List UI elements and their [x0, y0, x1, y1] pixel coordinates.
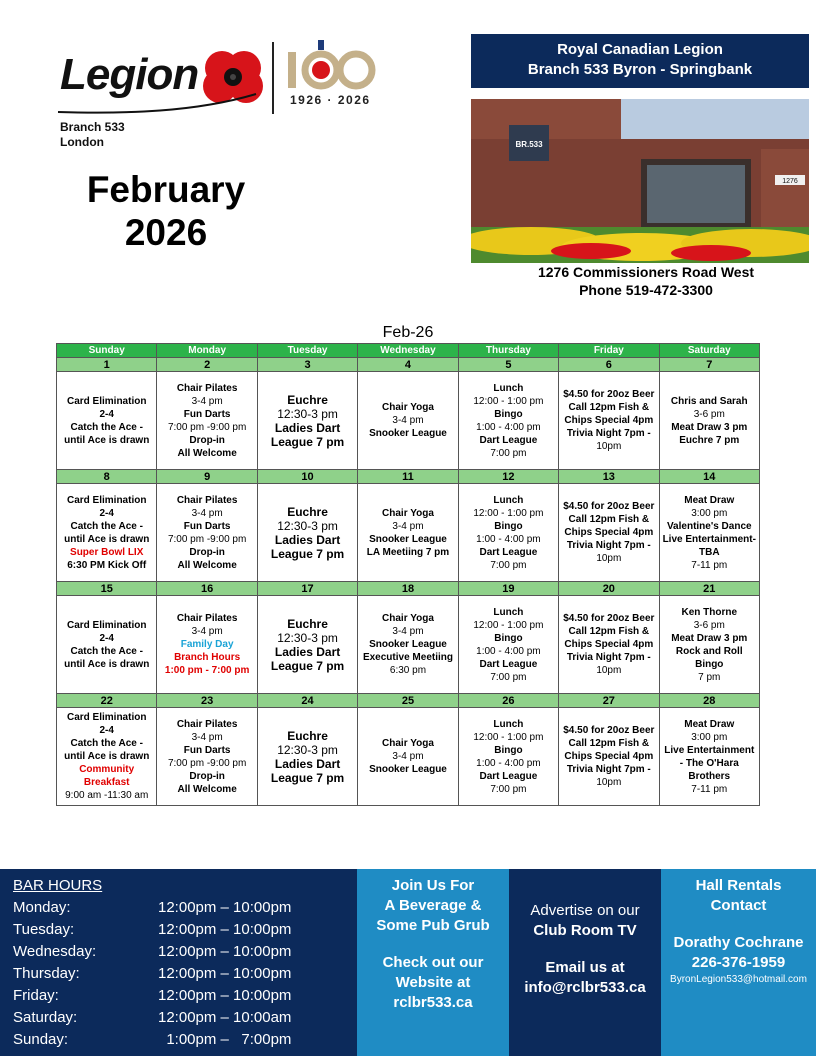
- address-line: 1276 Commissioners Road West: [537, 264, 755, 280]
- email-us-line: Email us at: [545, 959, 625, 976]
- events-row: [57, 596, 760, 694]
- building-number: 1276: [782, 178, 798, 185]
- event-line: 2-4: [99, 725, 114, 736]
- day-cell: [458, 708, 558, 806]
- event-line: League 7 pm: [270, 546, 345, 561]
- event-line: - The O'Hara: [679, 757, 739, 769]
- legion-logo: [56, 36, 386, 156]
- events-row: [57, 708, 760, 806]
- event-line: Ladies Dart: [274, 532, 341, 547]
- bar-hours-time: 12:00pm – 10:00pm: [158, 965, 292, 982]
- weekday-header: Thursday: [458, 344, 558, 358]
- day-cell: [157, 708, 257, 806]
- event-line: Meat Draw: [684, 718, 735, 730]
- month-name: February: [86, 169, 246, 210]
- event-line: Family Day: [180, 639, 234, 650]
- date-number: 14: [659, 470, 759, 484]
- date-number-row: [57, 582, 760, 596]
- date-number: 26: [458, 694, 558, 708]
- branch-address: [471, 263, 816, 299]
- event-line: 2-4: [99, 507, 114, 519]
- bar-hours-day: Wednesday:: [13, 943, 97, 960]
- event-line: 10pm: [596, 441, 622, 452]
- date-number: 21: [659, 582, 759, 596]
- date-number-row: [57, 470, 760, 484]
- bar-hours-time: 12:00pm – 10:00pm: [158, 899, 292, 916]
- day-cell: [257, 484, 357, 582]
- date-number: 15: [57, 582, 157, 596]
- event-line: Bingo: [494, 520, 523, 532]
- event-line: Trivia Night 7pm -: [566, 764, 651, 775]
- event-line: $4.50 for 20oz Beer: [563, 501, 655, 512]
- bar-hours-time: 12:00pm – 10:00pm: [158, 943, 292, 960]
- event-line: All Welcome: [177, 559, 237, 571]
- day-cell: [559, 372, 659, 470]
- date-number: 2: [157, 358, 257, 372]
- bar-hours-row: [13, 987, 343, 1009]
- event-line: 1:00 - 4:00 pm: [476, 533, 541, 545]
- month-title: [56, 168, 276, 254]
- day-cell: [659, 596, 759, 694]
- contact-name: Dorathy Cochrane: [673, 934, 804, 951]
- building-sign-text: BR.533: [515, 140, 543, 149]
- event-line: Chair Yoga: [382, 402, 434, 413]
- bar-hours-day: Saturday:: [13, 1009, 78, 1026]
- event-line: Card Elimination: [66, 395, 147, 407]
- event-line: 7 pm: [698, 671, 721, 683]
- event-line: Ken Thorne: [681, 606, 738, 618]
- day-cell: [458, 484, 558, 582]
- event-line: Chris and Sarah: [670, 395, 748, 407]
- bar-hours-title: BAR HOURS: [13, 877, 103, 894]
- date-number-row: [57, 358, 760, 372]
- date-number: 17: [257, 582, 357, 596]
- date-number: 18: [358, 582, 458, 596]
- date-number: 27: [559, 694, 659, 708]
- calendar-caption: Feb-26: [382, 324, 434, 341]
- weekday-header: Saturday: [659, 344, 759, 358]
- bar-hours-row: [13, 899, 343, 921]
- event-line: 3-4 pm: [191, 731, 223, 743]
- event-line: Drop-in: [189, 434, 225, 446]
- centennial-years: 1926 · 2026: [290, 93, 371, 107]
- event-line: 12:30-3 pm: [277, 518, 338, 533]
- event-line: Bingo: [695, 658, 724, 670]
- day-cell: [57, 708, 157, 806]
- event-line: 3:00 pm: [691, 731, 728, 743]
- date-number: 1: [57, 358, 157, 372]
- event-line: 12:00 - 1:00 pm: [473, 507, 544, 519]
- weekday-header: Wednesday: [358, 344, 458, 358]
- event-line: 1:00 - 4:00 pm: [476, 421, 541, 433]
- day-cell: [659, 708, 759, 806]
- event-line: $4.50 for 20oz Beer: [563, 389, 655, 400]
- event-line: 7:00 pm: [490, 447, 527, 459]
- weekday-header: Friday: [559, 344, 659, 358]
- day-cell: [57, 484, 157, 582]
- day-cell: [157, 372, 257, 470]
- event-line: Lunch: [493, 494, 524, 506]
- day-cell: [157, 596, 257, 694]
- event-line: Card Elimination: [66, 619, 147, 631]
- event-line: 3-4 pm: [392, 520, 424, 532]
- date-number: 5: [458, 358, 558, 372]
- event-line: until Ace is drawn: [64, 533, 150, 545]
- event-line: Community: [79, 764, 135, 775]
- logo-branch-text: [60, 120, 125, 150]
- join-us-panel: [357, 869, 509, 1056]
- event-line: Call 12pm Fish &: [568, 738, 650, 749]
- advertise-line: Advertise on our: [530, 902, 640, 919]
- bar-hours-day: Tuesday:: [13, 921, 75, 938]
- logo-branch-line: Branch 533: [60, 120, 125, 134]
- event-line: Meat Draw: [684, 494, 735, 506]
- logo-swoosh: [56, 92, 271, 116]
- bar-hours-time: 12:00pm – 10:00pm: [158, 987, 292, 1004]
- event-line: 7:00 pm -9:00 pm: [167, 421, 247, 433]
- event-line: Meat Draw 3 pm: [671, 421, 748, 433]
- bar-hours-time: 12:00pm – 10:00am: [158, 1009, 292, 1026]
- event-line: 1:00 - 4:00 pm: [476, 645, 541, 657]
- date-number: 10: [257, 470, 357, 484]
- event-line: 3-6 pm: [693, 619, 725, 631]
- event-line: Chips Special 4pm: [564, 639, 654, 650]
- join-line: Some Pub Grub: [376, 917, 490, 934]
- event-line: Chips Special 4pm: [564, 751, 654, 762]
- date-number: 23: [157, 694, 257, 708]
- event-line: Fun Darts: [183, 520, 231, 532]
- bar-hours-row: [13, 1031, 343, 1053]
- event-line: Chair Pilates: [176, 382, 238, 394]
- date-number: 25: [358, 694, 458, 708]
- date-number: 7: [659, 358, 759, 372]
- event-line: Euchre: [287, 728, 328, 743]
- event-line: 1:00 pm - 7:00 pm: [164, 665, 250, 676]
- date-number: 16: [157, 582, 257, 596]
- day-cell: [358, 372, 458, 470]
- event-line: Dart League: [479, 658, 538, 670]
- bar-hours-day: Thursday:: [13, 965, 80, 982]
- event-line: 7:00 pm -9:00 pm: [167, 533, 247, 545]
- event-line: Drop-in: [189, 770, 225, 782]
- events-row: [57, 484, 760, 582]
- event-line: until Ace is drawn: [64, 658, 150, 670]
- event-line: Branch Hours: [174, 652, 241, 663]
- event-line: 12:30-3 pm: [277, 406, 338, 421]
- event-line: Chair Yoga: [382, 738, 434, 749]
- event-line: Dart League: [479, 546, 538, 558]
- bar-hours-day: Monday:: [13, 899, 71, 916]
- bar-hours-panel: [0, 869, 357, 1056]
- day-cell: [559, 708, 659, 806]
- event-line: Live Entertainment-: [662, 533, 756, 545]
- event-line: Executive Meetiing: [362, 652, 453, 663]
- event-line: 7-11 pm: [691, 783, 728, 795]
- event-line: $4.50 for 20oz Beer: [563, 613, 655, 624]
- hall-rentals-panel: [661, 869, 816, 1056]
- day-cell: [57, 596, 157, 694]
- day-cell: [559, 596, 659, 694]
- date-number: 28: [659, 694, 759, 708]
- event-line: Bingo: [494, 632, 523, 644]
- event-line: Valentine's Dance: [666, 520, 752, 532]
- bar-hours-row: [13, 943, 343, 965]
- event-line: Lunch: [493, 606, 524, 618]
- event-line: Drop-in: [189, 546, 225, 558]
- website-line: Check out our: [382, 954, 484, 971]
- event-line: Chips Special 4pm: [564, 527, 654, 538]
- hall-rentals-title: Hall Rentals: [695, 877, 782, 894]
- events-row: [57, 372, 760, 470]
- event-line: Catch the Ace -: [70, 421, 143, 433]
- weekday-header-row: [57, 344, 760, 358]
- event-line: Bingo: [494, 408, 523, 420]
- date-number-row: [57, 694, 760, 708]
- logo-divider: [272, 42, 274, 114]
- event-line: Card Elimination: [66, 494, 147, 506]
- bar-hours-row: [13, 921, 343, 943]
- contact-email-link[interactable]: ByronLegion533@hotmail.com: [670, 974, 807, 985]
- calendar-table: [56, 343, 760, 806]
- event-line: 9:00 am -11:30 am: [65, 790, 149, 801]
- date-number: 6: [559, 358, 659, 372]
- date-number: 3: [257, 358, 357, 372]
- event-line: Snooker League: [369, 764, 447, 775]
- event-line: Fun Darts: [183, 408, 231, 420]
- join-line: Join Us For: [391, 877, 475, 894]
- day-cell: [257, 596, 357, 694]
- event-line: Trivia Night 7pm -: [566, 540, 651, 551]
- event-line: Breakfast: [83, 777, 130, 788]
- logo-city-line: London: [60, 135, 104, 149]
- event-line: Chair Pilates: [176, 494, 238, 506]
- event-line: Meat Draw 3 pm: [671, 632, 748, 644]
- date-number: 24: [257, 694, 357, 708]
- event-line: 3-4 pm: [392, 626, 424, 637]
- date-number: 12: [458, 470, 558, 484]
- event-line: 3-6 pm: [693, 408, 725, 420]
- event-line: 10pm: [596, 777, 622, 788]
- event-line: Ladies Dart: [274, 420, 341, 435]
- event-line: 3-4 pm: [191, 395, 223, 407]
- bar-hours-time: 1:00pm – 7:00pm: [158, 1031, 292, 1048]
- event-line: until Ace is drawn: [64, 751, 150, 762]
- branch-name-box: [471, 34, 809, 88]
- contact-phone: 226-376-1959: [691, 954, 786, 971]
- advertise-tv: Club Room TV: [533, 922, 637, 939]
- event-line: Dart League: [479, 434, 538, 446]
- legion-wordmark: Legion: [60, 50, 199, 99]
- day-cell: [257, 372, 357, 470]
- event-line: Trivia Night 7pm -: [566, 428, 651, 439]
- event-line: Euchre: [287, 504, 328, 519]
- event-line: Dart League: [479, 770, 538, 782]
- event-line: 1:00 - 4:00 pm: [476, 757, 541, 769]
- bar-hours-row: [13, 965, 343, 987]
- event-line: 7-11 pm: [691, 559, 728, 571]
- day-cell: [257, 708, 357, 806]
- event-line: 7:00 pm -9:00 pm: [167, 757, 247, 769]
- event-line: 10pm: [596, 553, 622, 564]
- day-cell: [458, 372, 558, 470]
- event-line: Card Elimination: [66, 712, 147, 723]
- event-line: Chair Yoga: [382, 613, 434, 624]
- weekday-header: Sunday: [57, 344, 157, 358]
- event-line: All Welcome: [177, 783, 237, 795]
- date-number: 19: [458, 582, 558, 596]
- date-number: 9: [157, 470, 257, 484]
- event-line: Call 12pm Fish &: [568, 626, 650, 637]
- event-line: 6:30 pm: [389, 665, 427, 676]
- event-line: $4.50 for 20oz Beer: [563, 725, 655, 736]
- event-line: 7:00 pm: [490, 559, 527, 571]
- event-line: League 7 pm: [270, 434, 345, 449]
- day-cell: [358, 708, 458, 806]
- branch-name-line2: Branch 533 Byron - Springbank: [527, 61, 753, 78]
- bar-hours-time: 12:00pm – 10:00pm: [158, 921, 292, 938]
- event-line: Catch the Ace -: [70, 520, 143, 532]
- branch-name-line1: Royal Canadian Legion: [557, 41, 723, 58]
- bar-hours-row: [13, 1009, 343, 1031]
- branch-building-photo: [471, 99, 809, 263]
- footer: [0, 869, 816, 1056]
- event-line: 2-4: [99, 632, 114, 644]
- event-line: 12:00 - 1:00 pm: [473, 395, 544, 407]
- day-cell: [358, 596, 458, 694]
- event-line: 7:00 pm: [490, 671, 527, 683]
- event-line: Rock and Roll: [675, 645, 743, 657]
- month-year: 2026: [124, 212, 208, 253]
- event-line: 3-4 pm: [392, 751, 424, 762]
- event-line: Chair Pilates: [176, 718, 238, 730]
- bar-hours-day: Friday:: [13, 987, 59, 1004]
- join-line: A Beverage &: [384, 897, 482, 914]
- day-cell: [659, 372, 759, 470]
- event-line: 2-4: [99, 408, 114, 420]
- day-cell: [358, 484, 458, 582]
- event-line: Euchre 7 pm: [679, 434, 740, 446]
- event-line: All Welcome: [177, 447, 237, 459]
- day-cell: [559, 484, 659, 582]
- day-cell: [157, 484, 257, 582]
- event-line: Ladies Dart: [274, 644, 341, 659]
- event-line: Catch the Ace -: [70, 645, 143, 657]
- event-line: Call 12pm Fish &: [568, 402, 650, 413]
- event-line: 12:30-3 pm: [277, 742, 338, 757]
- event-line: Bingo: [494, 744, 523, 756]
- event-line: Euchre: [287, 616, 328, 631]
- event-line: 3-4 pm: [191, 507, 223, 519]
- event-line: Chair Pilates: [176, 613, 238, 624]
- hall-rentals-contact: Contact: [710, 897, 767, 914]
- event-line: Euchre: [287, 392, 328, 407]
- date-number: 11: [358, 470, 458, 484]
- event-line: Lunch: [493, 718, 524, 730]
- event-line: 12:30-3 pm: [277, 630, 338, 645]
- event-line: 12:00 - 1:00 pm: [473, 731, 544, 743]
- date-number: 20: [559, 582, 659, 596]
- event-line: Super Bowl LIX: [70, 546, 144, 558]
- advertise-email-link[interactable]: info@rclbr533.ca: [524, 979, 646, 996]
- event-line: 3:00 pm: [691, 507, 728, 519]
- event-line: Fun Darts: [183, 744, 231, 756]
- event-line: Live Entertainment: [664, 744, 755, 756]
- event-line: Snooker League: [369, 428, 447, 439]
- event-line: 7:00 pm: [490, 783, 527, 795]
- event-line: 3-4 pm: [392, 415, 424, 426]
- event-line: Ladies Dart: [274, 756, 341, 771]
- event-line: League 7 pm: [270, 658, 345, 673]
- event-line: Chair Yoga: [382, 507, 434, 519]
- website-link[interactable]: rclbr533.ca: [393, 994, 473, 1011]
- event-line: LA Meetiing 7 pm: [366, 546, 450, 558]
- event-line: League 7 pm: [270, 770, 345, 785]
- event-line: Chips Special 4pm: [564, 415, 654, 426]
- date-number: 8: [57, 470, 157, 484]
- weekday-header: Tuesday: [257, 344, 357, 358]
- event-line: TBA: [698, 546, 720, 558]
- event-line: Snooker League: [369, 533, 447, 545]
- event-line: 3-4 pm: [191, 626, 223, 637]
- bar-hours-day: Sunday:: [13, 1031, 69, 1048]
- phone-line: Phone 519-472-3300: [579, 282, 713, 298]
- day-cell: [659, 484, 759, 582]
- weekday-header: Monday: [157, 344, 257, 358]
- website-line: Website at: [395, 974, 471, 991]
- date-number: 22: [57, 694, 157, 708]
- event-line: Snooker League: [369, 639, 447, 650]
- event-line: 10pm: [596, 665, 622, 676]
- date-number: 13: [559, 470, 659, 484]
- date-number: 4: [358, 358, 458, 372]
- event-line: Catch the Ace -: [70, 738, 143, 749]
- event-line: until Ace is drawn: [64, 434, 150, 446]
- event-line: Call 12pm Fish &: [568, 514, 650, 525]
- day-cell: [458, 596, 558, 694]
- day-cell: [57, 372, 157, 470]
- calendar-body: [57, 358, 760, 806]
- advertise-panel: [509, 869, 661, 1056]
- event-line: Brothers: [688, 770, 731, 782]
- event-line: Trivia Night 7pm -: [566, 652, 651, 663]
- event-line: Lunch: [493, 382, 524, 394]
- event-line: 6:30 PM Kick Off: [67, 559, 147, 571]
- event-line: 12:00 - 1:00 pm: [473, 619, 544, 631]
